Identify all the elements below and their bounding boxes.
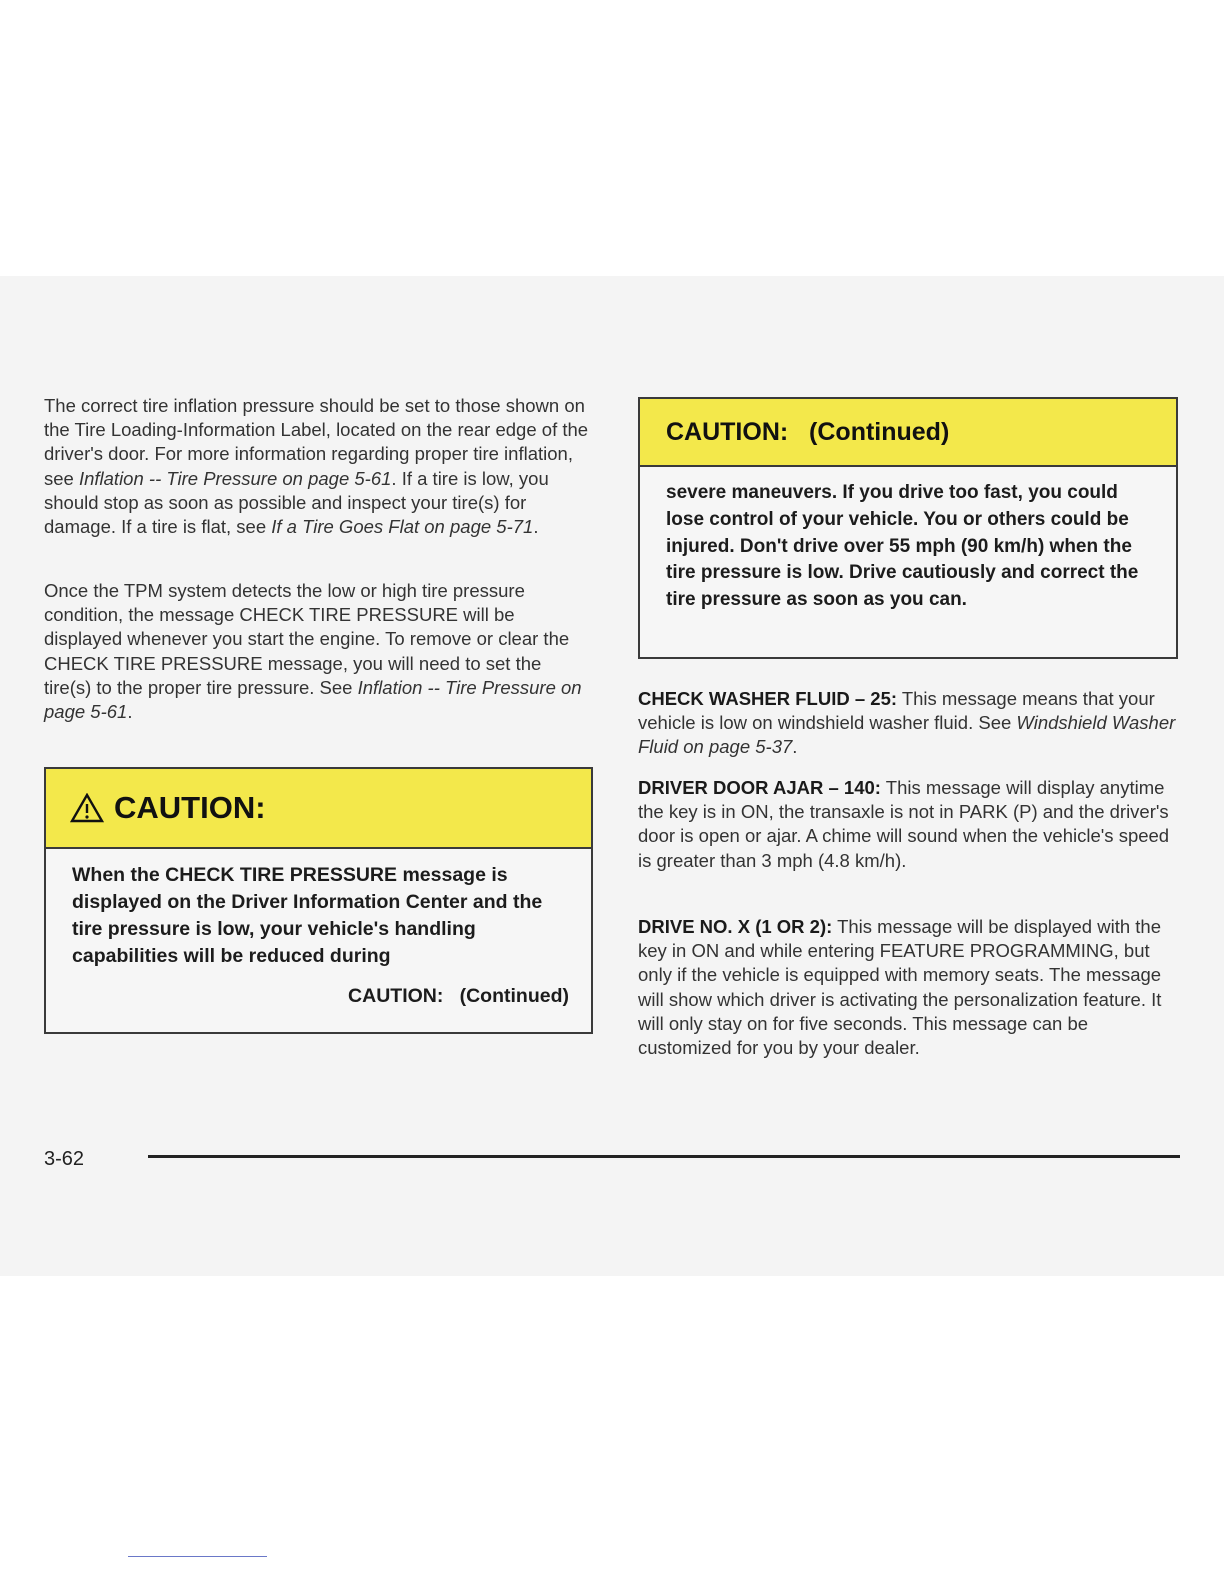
caution-title: CAUTION: bbox=[114, 790, 266, 825]
flat-tire-reference: If a Tire Goes Flat on page 5-71 bbox=[271, 516, 534, 538]
caution-text: severe maneuvers. If you drive too fast, you could lose control of your vehicle. You or others could be injured. Don't drive over 55 mph (90 km/h) when the tire pressure is low. Drive cautiously and correct the tire pressure as soon as you can. bbox=[666, 482, 1139, 611]
inflation-reference: Inflation -- Tire Pressure on page 5-61 bbox=[44, 676, 582, 723]
paragraph-text: The correct tire inflation pressure should be set to those shown on the Tire Loading-Information Label, located on the rear edge of the driver's door. For more information regarding proper tire inflation, see bbox=[44, 395, 589, 489]
paragraph-text: This message will be displayed with the key in ON and while entering FEATURE PROGRAMMING, but only if the vehicle is equipped with memory seats. The message will show which driver is activating the personalization feature. It will only stay on for five seconds. This message can be customized for you by your dealer. bbox=[638, 916, 1162, 1059]
caution-header bbox=[46, 769, 591, 849]
caution-body bbox=[640, 467, 1176, 614]
footer-rule bbox=[148, 1155, 1180, 1158]
message-label: CHECK WASHER FLUID – 25: bbox=[638, 688, 898, 709]
caution-body bbox=[46, 849, 591, 1010]
message-label: DRIVE NO. X (1 OR 2): bbox=[638, 916, 833, 937]
paragraph-text: This message will display anytime the key is in ON, the transaxle is not in PARK (P) and the driver's door is open or ajar. A chime will sound when the vehicle's speed is greater than 3 mph (4.8 km/h). bbox=[638, 777, 1170, 871]
paragraph-text: . If a tire is low, you should stop as soon as possible and inspect your tire(s) for damage. If a tire is flat, see bbox=[44, 467, 549, 538]
caution-text: When the CHECK TIRE PRESSURE message is displayed on the Driver Information Center and the tire pressure is low, your vehicle's handling capabilities will be reduced during bbox=[72, 864, 543, 967]
drive-number-paragraph bbox=[638, 915, 1186, 1060]
tire-inflation-paragraph bbox=[44, 394, 592, 539]
washer-fluid-paragraph bbox=[638, 687, 1183, 760]
paragraph-text: . bbox=[792, 736, 798, 758]
warning-triangle-icon bbox=[70, 793, 104, 823]
paragraph-text: This message means that your vehicle is low on windshield washer fluid. See bbox=[638, 688, 1155, 734]
door-ajar-paragraph bbox=[638, 776, 1183, 873]
message-label: DRIVER DOOR AJAR – 140: bbox=[638, 777, 881, 798]
caution-continued-label: CAUTION: (Continued) bbox=[348, 985, 569, 1007]
paragraph-text: . bbox=[533, 516, 539, 538]
tpm-paragraph bbox=[44, 579, 592, 724]
caution-title: CAUTION: (Continued) bbox=[666, 417, 950, 446]
washer-fluid-reference: Windshield Washer Fluid on page 5-37 bbox=[638, 712, 1176, 758]
paragraph-text: . bbox=[127, 701, 133, 723]
divider-line bbox=[128, 1556, 267, 1557]
caution-header bbox=[640, 399, 1176, 467]
paragraph-text: Once the TPM system detects the low or high tire pressure condition, the message CHECK TIRE PRESSURE will be displayed whenever you start the engine. To remove or clear the CHECK TIRE PRESSURE message, you will need to set the tire(s) to the proper tire pressure. See bbox=[44, 580, 570, 698]
page-number: 3-62 bbox=[44, 1148, 85, 1170]
inflation-reference: Inflation -- Tire Pressure on page 5-61 bbox=[78, 467, 392, 489]
caution-box-right bbox=[638, 397, 1178, 659]
caution-box-left bbox=[44, 767, 593, 1034]
